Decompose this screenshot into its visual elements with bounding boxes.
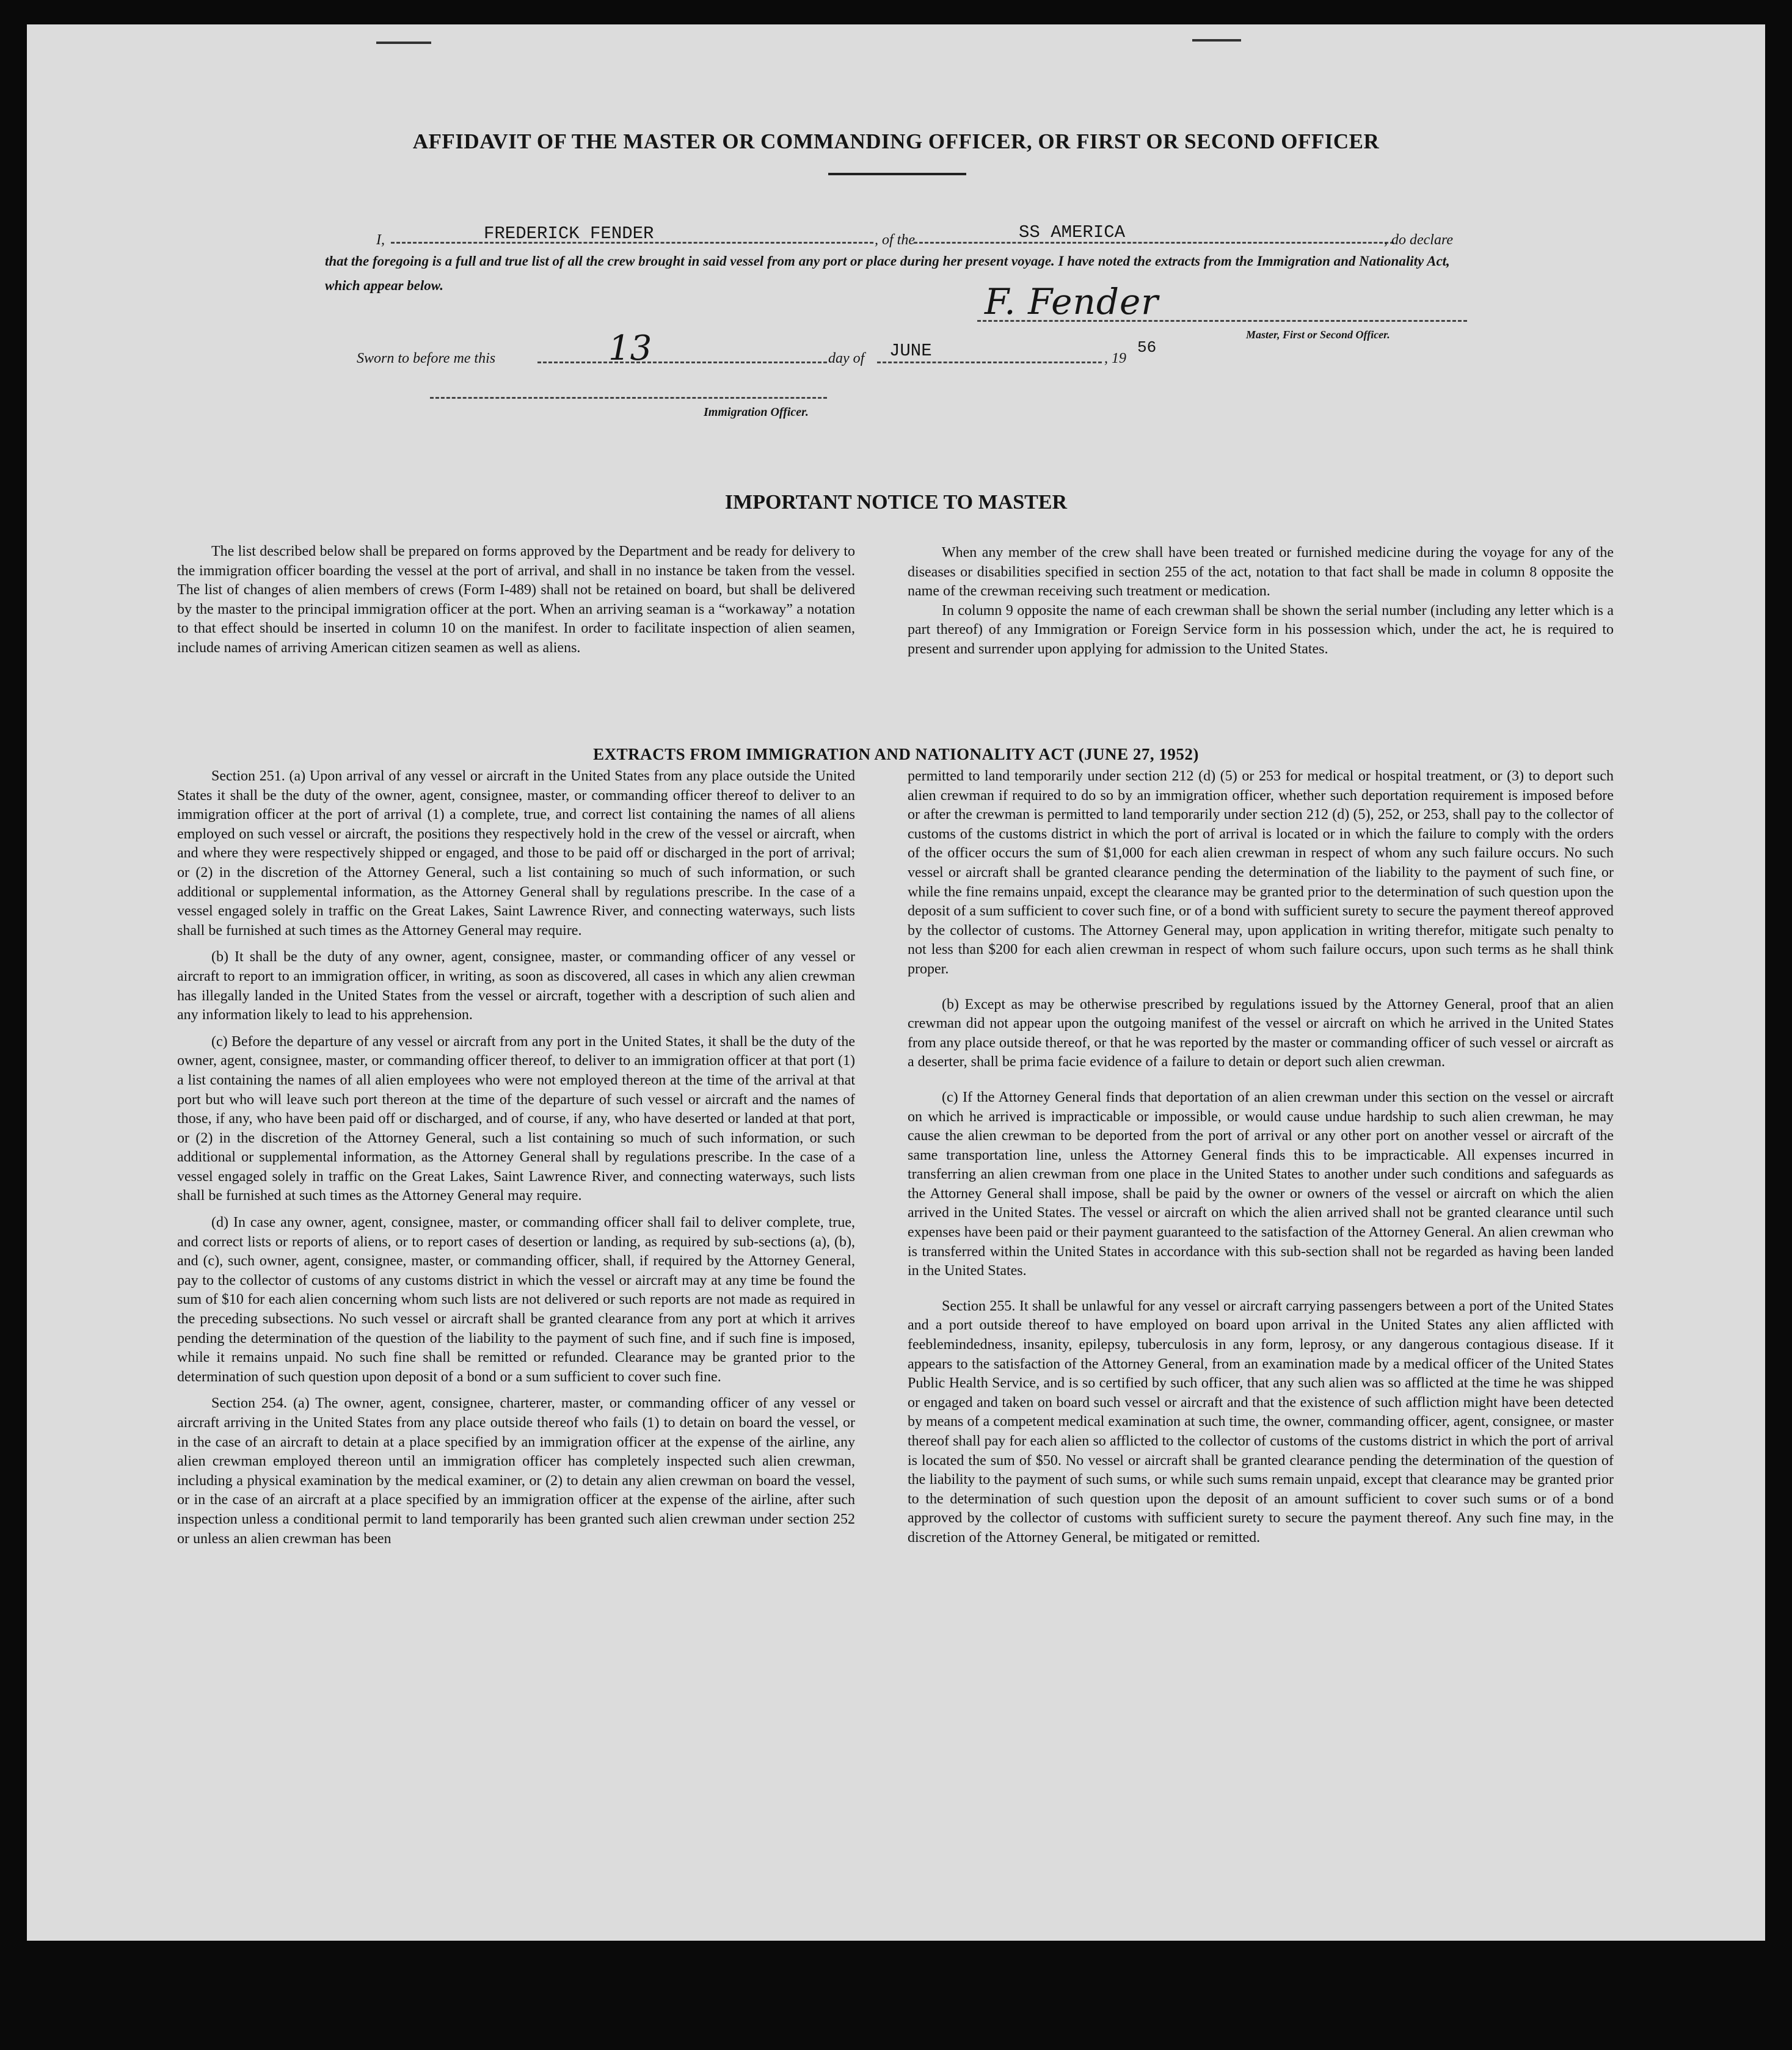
section-254-a-continued: permitted to land temporarily under section 212 (d) (5) or 253 for medical or hospital treatment, or (3) to deport such alien crewman if required to do so by an immigration officer, whether such deportation requirement is imposed before or after the crewman is permitted to land temporarily under section 212 (d) (5), 252, or 253, shall pay to the collector of customs of the customs district in which the port of arrival is located or in which the failure to comply with the orders of the officer occurs the sum of $1,000 for each alien crewman in respect of whom any such failure occurs. No such vessel or aircraft shall be granted clearance pending the determination of the liability to the payment of such fine, or while the fine remains unpaid, except the clearance may be granted prior to the determination of such question upon the deposit of a sum sufficient to cover such fine, or of a bond with sufficient surety to secure the payment thereof approved by the collector of customs. The Attorney General may, upon application in writing therefor, mitigate such penalty to not less than $200 for each alien crewman in respect of whom such failure occurs, upon such terms as he shall think proper. (908, 768, 1614, 977)
immigration-officer-caption: Immigration Officer. (704, 405, 809, 419)
year-prefix: , 19 (1104, 351, 1126, 366)
section-254-b: (b) Except as may be otherwise prescribed by regulations issued by the Attorney General, proof that an alien crewman did not appear upon the outgoing manifest of the vessel or aircraft on which he arrived in the United States from any place outside thereof, or that he was reported by the master or commanding officer of such vessel or aircraft as a deserter, shall be prima facie evidence of a failure to detain or deport such alien crewman. (908, 996, 1614, 1070)
section-251-a: Section 251. (a) Upon arrival of any vessel or aircraft in the United States from any place outside the United States it shall be the duty of the owner, agent, consignee, master, or commanding officer thereof to deliver to an immigration officer at the port of arrival (1) a complete, true, and correct list containing the names of all aliens employed on such vessel or aircraft, the positions they respectively hold in the crew of the vessel or aircraft, when and where they were respectively shipped or engaged, and those to be paid off or discharged in the port of arrival; or (2) in the discretion of the Attorney General, such a list containing so much of such information, or such additional or supplemental information, as the Attorney General shall by regulations prescribe. In the case of a vessel engaged solely in traffic on the Great Lakes, Saint Lawrence River, and connecting waterways, such lists shall be furnished at such times as the Attorney General may require. (177, 768, 855, 939)
notice-right-column (908, 543, 1614, 660)
day-line (537, 362, 827, 363)
section-251-b: (b) It shall be the duty of any owner, agent, consignee, master, or commanding officer of any vessel or aircraft to report to an immigration officer, in writing, as soon as discovered, all cases in which any alien crewman has illegally landed in the United States from the vessel or aircraft, together with a description of such alien and any information likely to lead to his apprehension. (177, 949, 855, 1023)
notice-left-paragraph: The list described below shall be prepared on forms approved by the Department and be ready for delivery to the immigration officer boarding the vessel at the port of arrival, and shall in no instance be taken from the vessel. The list of changes of alien members of crews (Form I-489) shall not be retained on board, but shall be delivered by the master to the principal immigration officer at the port. When an arriving seaman is a “workaway” a notation to that effect should be inserted in column 10 on the manifest. In order to facilitate inspection of alien seamen, include names of arriving American citizen seamen as well as aliens. (177, 543, 855, 656)
scan-mark (1192, 39, 1241, 42)
sworn-month: JUNE (889, 341, 932, 361)
section-251-c: (c) Before the departure of any vessel or aircraft from any port in the United States, it shall be the duty of the owner, agent, consignee, master, or commanding officer thereof, to deliver to an immigration officer at that port (1) a list containing the names of all alien employees who were not employed thereon at the time of the arrival at that port but who will leave such port thereon at the time of the departure of such vessel or aircraft and the names of those, if any, who have been paid off or discharged, and of course, if any, who have deserted or landed at that port, or (2) in the discretion of the Attorney General, such a list containing so much of such information, or such additional or supplemental information, as the Attorney General shall by regulations prescribe. In the case of a vessel engaged solely in traffic on the Great Lakes, Saint Lawrence River, and connecting waterways, such lists shall be furnished at such times as the Attorney General may require. (177, 1033, 855, 1204)
section-254-c: (c) If the Attorney General finds that deportation of an alien crewman under this section on the vessel or aircraft on which he arrived is impracticable or impossible, or would cause undue hardship to such alien crewman, he may cause the alien crewman to be deported from the port of arrival or any other port on another vessel or aircraft of the same transportation line, unless the Attorney General finds this to be impracticable. All expenses incurred in transferring an alien crewman from one place in the United States to another under such conditions and safeguards as the Attorney General shall impose, shall be paid by the owner or owners of the vessel or aircraft on which the alien arrived in the United States. The vessel or aircraft on which the alien arrived shall not be granted clearance until such expenses have been paid or their payment guaranteed to the satisfaction of the Attorney General. An alien crewman who is transferred within the United States in accordance with this sub-section shall not be regarded as having been landed in the United States. (908, 1089, 1614, 1279)
sworn-label: Sworn to before me this (357, 351, 496, 366)
notice-right-paragraph: When any member of the crew shall have been treated or furnished medicine during the voyage for any of the diseases or disabilities specified in section 255 of the act, notation to that fact shall be made in column 8 opposite the name of the crewman receiving such treatment or medication. (908, 545, 1614, 600)
affidavit-title: AFFIDAVIT OF THE MASTER OR COMMANDING OFFICER, OR FIRST OR SECOND OFFICER (412, 129, 1380, 153)
officer-line (430, 397, 827, 399)
month-line (877, 362, 1102, 363)
sworn-year: 56 (1137, 338, 1157, 357)
section-254-a: Section 254. (a) The owner, agent, consignee, charterer, master, or commanding officer of any vessel or aircraft arriving in the United States from any place outside thereof who fails (1) to detain on board the vessel, or in the case of an aircraft to detain at a place specified by an immigration officer at the expense of the airline, any alien crewman employed thereon until an immigration officer has completely inspected such alien crewman, including a physical examination by the medical examiner, or (2) to detain any alien crewman on board the vessel, or in the case of an aircraft at a place specified by an immigration officer at the expense of the airline, after such inspection unless a conditional permit to land temporarily has been granted such alien crewman under section 252 or unless an alien crewman has been (177, 1395, 855, 1547)
declaration-text: that the foregoing is a full and true list of all the crew brought in said vessel from any port or place during her present voyage. I have noted the extracts from the Immigration and Nationality Act, which appear below. (325, 253, 1450, 293)
extracts-right-column (908, 767, 1614, 1548)
section-251-d: (d) In case any owner, agent, consignee, master, or commanding officer shall fail to deliver complete, true, and correct lists or reports of aliens, or to report cases of desertion or landing, as required by sub-sections (a), (b), and (c), such owner, agent, consignee, master, or commanding officer, shall, if required by the Attorney General, pay to the collector of customs of any customs district in which the vessel or aircraft may at any time be found the sum of $10 for each alien concerning whom such lists are not delivered or such reports are not made as required in the preceding subsections. No such vessel or aircraft shall be granted clearance from any port at which it arrives pending the determination of the question of the liability to the payment of such fine, and if such fine is imposed, while it remains unpaid. No such fine shall be remitted or refunded. Clearance may be granted prior to the determination of such question upon deposit of a bond or a sum sufficient to cover such fine. (177, 1215, 855, 1385)
document-page (27, 24, 1765, 1941)
notice-right-paragraph: In column 9 opposite the name of each crewman shall be shown the serial number (including any letter which is a part thereof) of any Immigration or Foreign Service form in his possession which, under the act, he is required to present and surrender upon applying for admission to the United States. (908, 602, 1614, 657)
extracts-left-column (177, 767, 855, 1549)
title-underline (828, 173, 966, 175)
do-declare-label: , do declare (1384, 232, 1454, 248)
extracts-title: EXTRACTS FROM IMMIGRATION AND NATIONALITY ACT (JUNE 27, 1952) (593, 745, 1199, 763)
of-the-label: , of the (875, 232, 915, 248)
notice-left-column (177, 542, 855, 658)
day-of-label: day of (828, 351, 865, 366)
sworn-day: 13 (608, 329, 652, 368)
section-255: Section 255. It shall be unlawful for any vessel or aircraft carrying passengers between a port of the United States and a port outside thereof to have employed on board upon arrival in the United States any alien afflicted with feeblemindedness, insanity, epilepsy, tuberculosis in any form, leprosy, or any dangerous contagious disease. If it appears to the satisfaction of the Attorney General, from an examination made by a medical officer of the United States Public Health Service, and is so certified by such officer, that any such alien was so afflicted at the time he was shipped or engaged and taken on board such vessel or aircraft and that the existence of such affliction might have been detected by means of a competent medical examination at such time, the owner, commanding officer, agent, consignee, or master thereof shall pay for each alien so afflicted to the collector of customs of the customs district in which the port of arrival is located the sum of $50. No vessel or aircraft shall be granted clearance pending the determination of the question of the liability to the payment of such sums, or while such sums remain unpaid, except that clearance may be granted prior to the determination of such question upon the deposit of an amount sufficient to cover such sums or of a bond approved by the collector of customs with sufficient surety to secure the payment thereof. Any such fine may, in the discretion of the Attorney General, be mitigated or remitted. (908, 1298, 1614, 1546)
i-label: I, (376, 232, 385, 248)
master-name: FREDERICK FENDER (484, 224, 654, 244)
master-caption: Master, First or Second Officer. (1246, 329, 1390, 341)
vessel-name: SS AMERICA (1019, 222, 1126, 242)
scan-mark (376, 42, 431, 44)
master-signature: F. Fender (985, 281, 1159, 322)
vessel-line (914, 242, 1394, 244)
notice-title: IMPORTANT NOTICE TO MASTER (724, 491, 1068, 514)
